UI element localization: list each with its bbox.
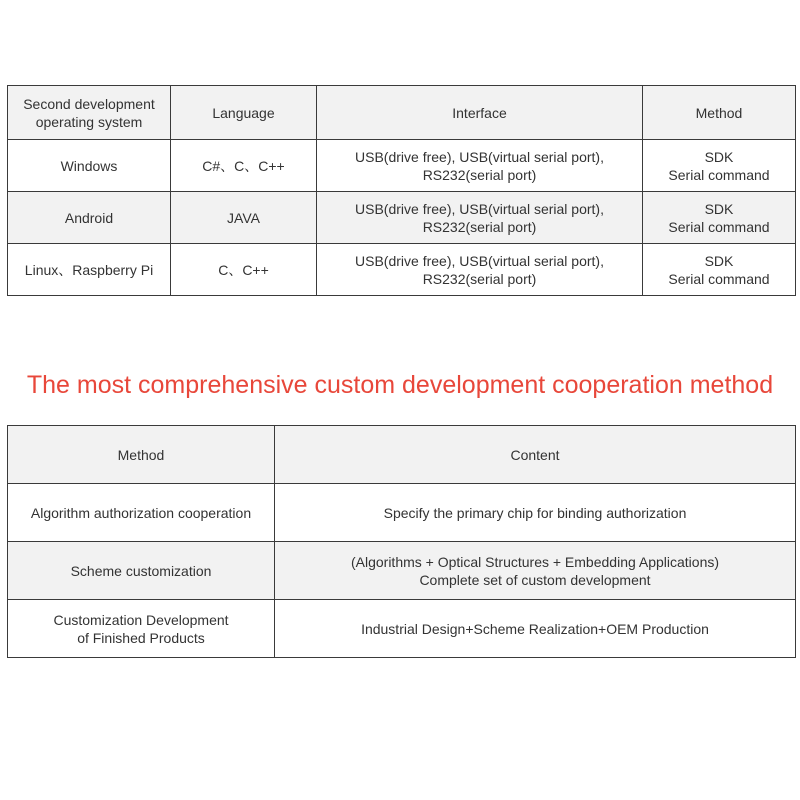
header-cell-language: Language: [171, 86, 317, 140]
interface-cell: USB(drive free), USB(virtual serial port), RS232(serial port): [317, 140, 643, 192]
content-cell: (Algorithms + Optical Structures + Embedding Applications) Complete set of custom development: [275, 542, 796, 600]
os-cell: Windows: [8, 140, 171, 192]
development-support-table: [7, 85, 796, 296]
method-cell: SDK Serial command: [643, 244, 796, 296]
header-cell-interface: Interface: [317, 86, 643, 140]
table-row: [8, 140, 796, 192]
header-cell-method: Method: [8, 426, 275, 484]
section-heading: The most comprehensive custom development cooperation method: [26, 371, 774, 399]
os-cell: Linux、Raspberry Pi: [8, 244, 171, 296]
cooperation-method-table: [7, 425, 796, 658]
content-cell: Industrial Design+Scheme Realization+OEM Production: [275, 600, 796, 658]
table-row: [8, 192, 796, 244]
language-cell: C、C++: [171, 244, 317, 296]
method-cell: SDK Serial command: [643, 192, 796, 244]
header-cell-os: Second development operating system: [8, 86, 171, 140]
table-row: [8, 600, 796, 658]
language-cell: C#、C、C++: [171, 140, 317, 192]
table-row: [8, 484, 796, 542]
interface-cell: USB(drive free), USB(virtual serial port), RS232(serial port): [317, 192, 643, 244]
method-cell: Customization Development of Finished Products: [8, 600, 275, 658]
table-row: [8, 542, 796, 600]
interface-cell: USB(drive free), USB(virtual serial port), RS232(serial port): [317, 244, 643, 296]
os-cell: Android: [8, 192, 171, 244]
header-cell-method: Method: [643, 86, 796, 140]
header-cell-content: Content: [275, 426, 796, 484]
table-row: [8, 244, 796, 296]
method-cell: Algorithm authorization cooperation: [8, 484, 275, 542]
method-cell: SDK Serial command: [643, 140, 796, 192]
language-cell: JAVA: [171, 192, 317, 244]
method-cell: Scheme customization: [8, 542, 275, 600]
table-header-row: [8, 426, 796, 484]
table-header-row: [8, 86, 796, 140]
content-cell: Specify the primary chip for binding authorization: [275, 484, 796, 542]
